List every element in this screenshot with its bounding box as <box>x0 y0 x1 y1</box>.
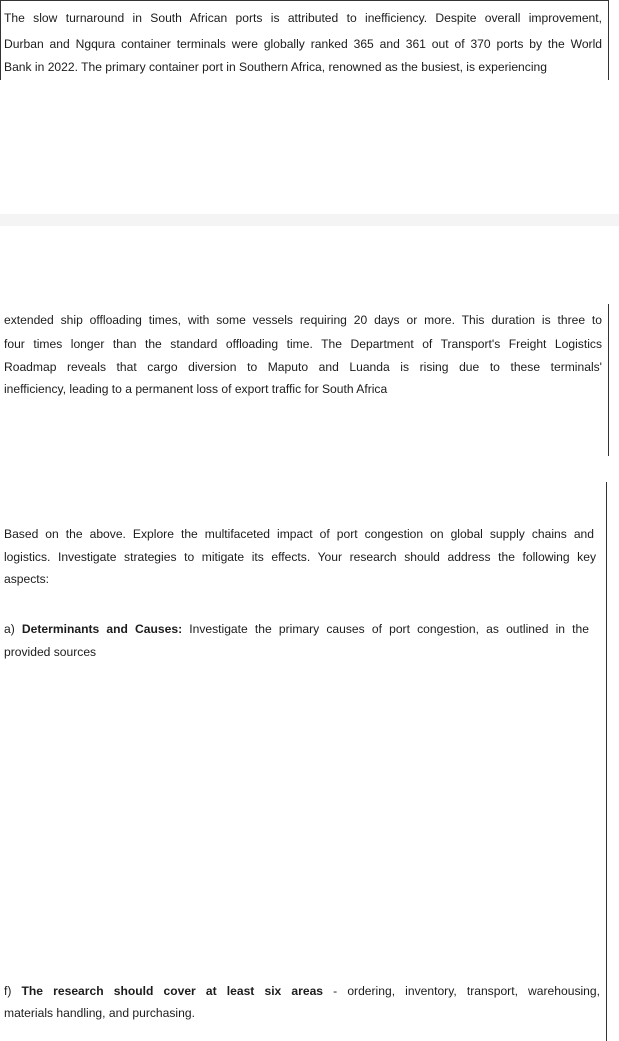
block1-border-right <box>608 0 609 80</box>
item-f-label: f) <box>4 984 22 998</box>
item-a-heading: Determinants and Causes: <box>21 622 183 636</box>
block1-border-left <box>0 0 1 80</box>
block3-line-1: Based on the above. Explore the multifaceted impact of port congestion on global supply chains and <box>4 527 594 541</box>
block2-border-right <box>608 304 609 456</box>
block2-line-1: extended ship offloading times, with some vessels requiring 20 days or more. This duration is three to <box>4 313 602 327</box>
block3-line-3: aspects: <box>4 572 50 586</box>
block1-border-top <box>0 0 609 1</box>
block1-line-2: Durban and Ngqura container terminals were globally ranked 365 and 361 out of 370 ports by the World <box>4 37 602 51</box>
block1-line-3: Bank in 2022. The primary container port in Southern Africa, renowned as the busiest, is experiencing <box>4 60 547 74</box>
block2-line-3: Roadmap reveals that cargo diversion to Maputo and Luanda is rising due to these terminals' <box>4 360 602 374</box>
item-f-text: - ordering, inventory, transport, warehousing, <box>323 984 600 998</box>
item-a-label: a) <box>4 622 22 636</box>
item-a-line-1 <box>4 621 589 637</box>
item-a-text: Investigate the primary causes of port congestion, as outlined in the <box>182 622 589 636</box>
block1-line-1: The slow turnaround in South African ports is attributed to inefficiency. Despite overall improvement, <box>4 11 602 25</box>
lower-border-right <box>606 482 607 1041</box>
item-f-line-2: materials handling, and purchasing. <box>4 1006 195 1020</box>
block2-line-2: four times longer than the standard offloading time. The Department of Transport's Freight Logistics <box>4 337 602 351</box>
item-f-heading: The research should cover at least six areas <box>21 984 324 998</box>
item-a-line-2: provided sources <box>4 645 97 659</box>
page-gap <box>0 214 619 226</box>
item-f-line-1 <box>4 983 600 999</box>
block3-line-2: logistics. Investigate strategies to mitigate its effects. Your research should address the following key <box>4 550 596 564</box>
block2-line-4: inefficiency, leading to a permanent loss of export traffic for South Africa <box>4 382 388 396</box>
